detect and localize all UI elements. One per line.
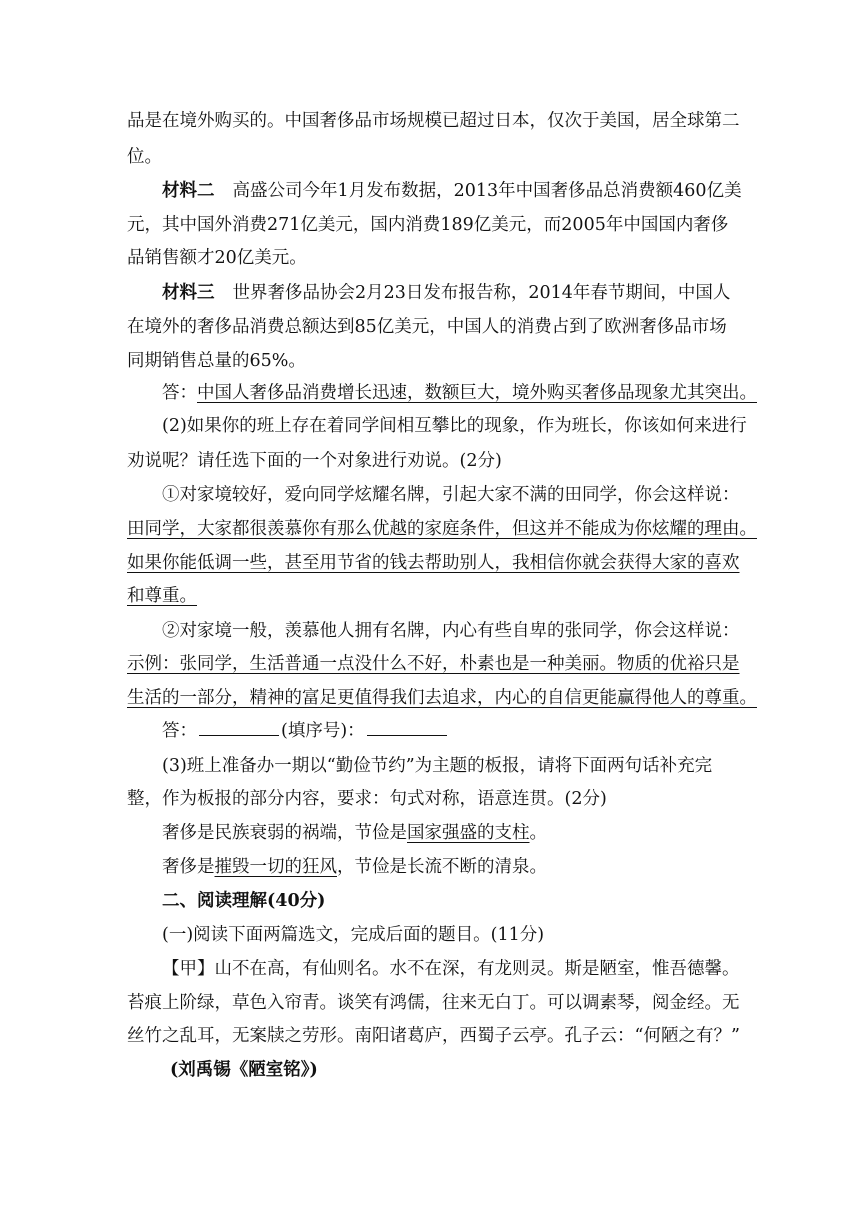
section-heading: 二、阅读理解(40分) — [162, 891, 326, 911]
answer-prefix: 答： — [162, 383, 197, 403]
material-three — [162, 281, 730, 305]
answer-text: 示例：张同学，生活普通一点没什么不好，朴素也是一种美丽。物质的优裕只是 — [127, 654, 740, 674]
text-line: 在境外的奢侈品消费总额达到85亿美元，中国人的消费占到了欧洲奢侈品市场 — [127, 317, 727, 337]
option-2: ②对家境一般，羡慕他人拥有名牌，内心有些自卑的张同学，你会这样说： — [162, 621, 740, 641]
option-1: ①对家境较好，爱向同学炫耀名牌，引起大家不满的田同学，你会这样说： — [162, 485, 740, 505]
passage-source: (刘禹锡《陋室铭》) — [170, 1060, 318, 1080]
material-label: 材料三 — [162, 283, 215, 303]
passage-line: 【甲】山不在高，有仙则名。水不在深，有龙则灵。斯是陋室，惟吾德馨。 — [162, 959, 740, 979]
text-line: 品销售额才20亿美元。 — [127, 248, 307, 268]
sentence-1: 奢侈是民族衰弱的祸端，节俭是国家强盛的支柱。 — [162, 823, 547, 843]
answer-text: 田同学，大家都很羡慕你有那么优越的家庭条件，但这并不能成为你炫耀的理由。 — [127, 519, 757, 539]
material-label: 材料二 — [162, 181, 215, 201]
passage-line: 苔痕上阶绿，草色入帘青。谈笑有鸿儒，往来无白丁。可以调素琴，阅金经。无 — [127, 993, 740, 1013]
passage-line: 丝竹之乱耳，无案牍之劳形。南阳诸葛庐，西蜀子云亭。孔子云：“何陋之有？” — [127, 1026, 740, 1046]
blank-field — [199, 719, 279, 736]
text-line: 同期销售总量的65%。 — [127, 351, 306, 371]
answer-text: 如果你能低调一些，甚至用节省的钱去帮助别人，我相信你就会获得大家的喜欢 — [127, 553, 740, 573]
question-3: (3)班上准备办一期以“勤俭节约”为主题的板报，请将下面两句话补充完 — [162, 756, 713, 776]
fill-blank-line: 答： (填序号)： — [162, 719, 449, 743]
answer-text: 和尊重。 — [127, 586, 197, 606]
answer-text: 中国人奢侈品消费增长迅速，数额巨大，境外购买奢侈品现象尤其突出。 — [197, 383, 757, 403]
question-2: (2)如果你的班上存在着同学间相互攀比的现象，作为班长，你该如何来进行 — [162, 416, 747, 436]
sentence-2: 奢侈是摧毁一切的狂风，节俭是长流不断的清泉。 — [162, 857, 547, 877]
text-line: 劝说呢？请任选下面的一个对象进行劝说。(2分) — [127, 451, 502, 471]
text-line: 品是在境外购买的。中国奢侈品市场规模已超过日本，仅次于美国，居全球第二 — [127, 111, 740, 131]
material-two — [162, 179, 742, 203]
text-line: 元，其中国外消费271亿美元，国内消费189亿美元，而2005年中国国内奢侈 — [127, 215, 729, 235]
answer-text: 生活的一部分，精神的富足更值得我们去追求，内心的自信更能赢得他人的尊重。 — [127, 688, 757, 708]
text-line: 整，作为板报的部分内容，要求：句式对称，语意连贯。(2分) — [127, 789, 607, 809]
text-line: 位。 — [127, 147, 162, 167]
blank-field — [367, 719, 447, 736]
section-instruction: (一)阅读下面两篇选文，完成后面的题目。(11分) — [162, 925, 545, 945]
answer-line — [162, 381, 757, 405]
text-line: 高盛公司今年1月发布数据，2013年中国奢侈品总消费额460亿美 — [232, 181, 742, 201]
answer-text: 摧毁一切的狂风 — [214, 857, 337, 877]
text-line: 世界奢侈品协会2月23日发布报告称，2014年春节期间，中国人 — [232, 283, 731, 303]
answer-text: 国家强盛的支柱 — [407, 823, 530, 843]
